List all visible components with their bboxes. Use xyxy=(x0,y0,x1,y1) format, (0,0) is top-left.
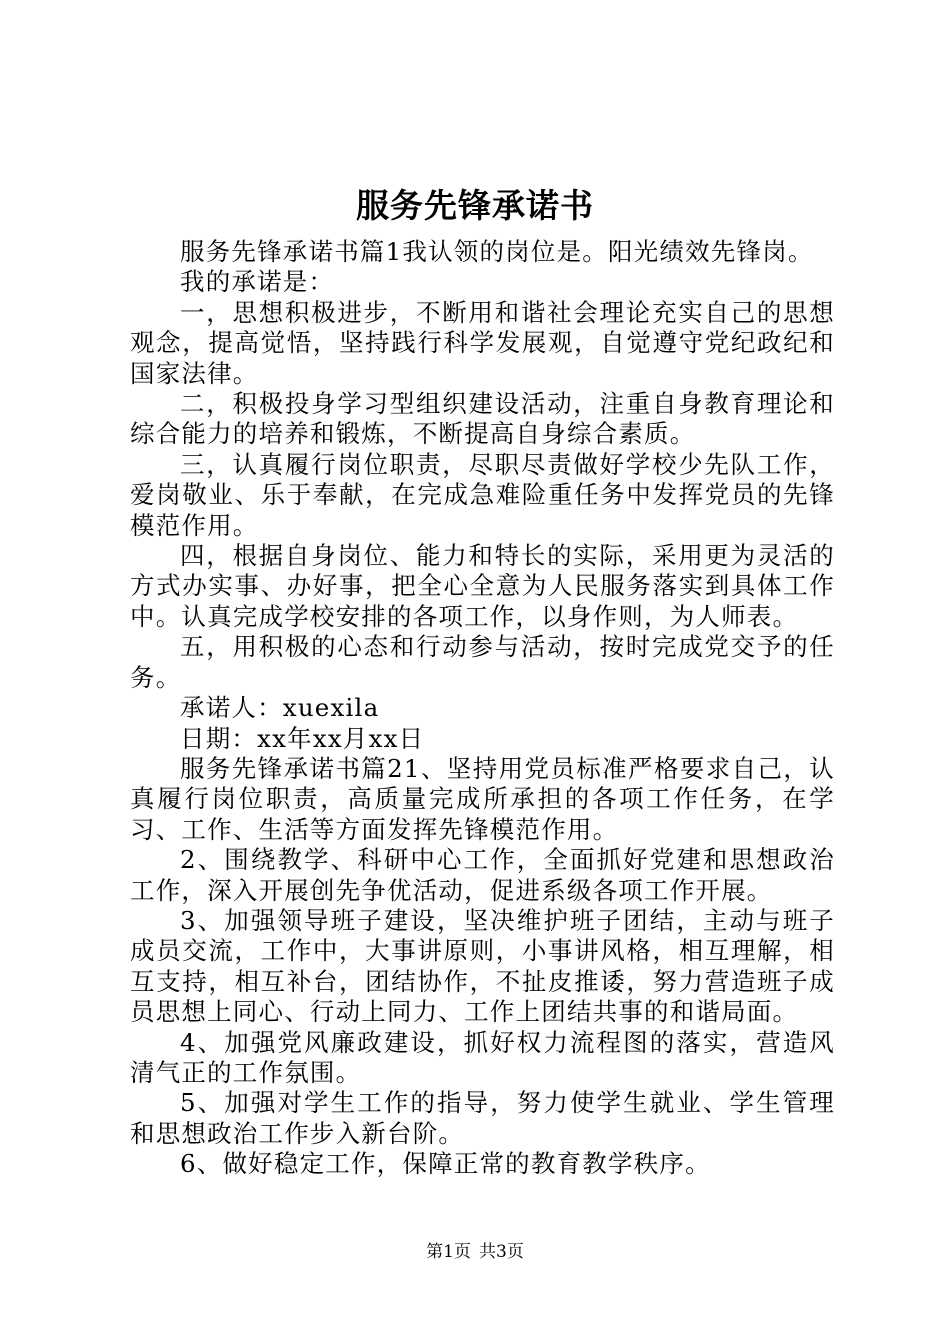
page-number-total: 共3页 xyxy=(479,1242,524,1262)
paragraph-part2-item-5: 5、加强对学生工作的指导，努力使学生就业、学生管理和思想政治工作步入新台阶。 xyxy=(130,1088,835,1148)
paragraph-promise-heading: 我的承诺是： xyxy=(180,267,335,297)
document-title: 服务先锋承诺书 xyxy=(356,186,594,225)
promiser-line: 承诺人：xuexila xyxy=(180,693,380,723)
paragraph-part2-item-1: 服务先锋承诺书篇21、坚持用党员标准严格要求自己，认真履行岗位职责，高质量完成所承担的各项工作任务，在学习、工作、生活等方面发挥先锋模范作用。 xyxy=(130,753,835,844)
paragraph-part2-item-3: 3、加强领导班子建设，坚决维护班子团结，主动与班子成员交流，工作中，大事讲原则，小事讲风格，相互理解，相互支持，相互补台，团结协作，不扯皮推诿，努力营造班子成员思想上同心、行动上同力、工作上团结共事的和谐局面。 xyxy=(130,905,835,1027)
paragraph-item-2: 二，积极投身学习型组织建设活动，注重自身教育理论和综合能力的培养和锻炼，不断提高自身综合素质。 xyxy=(130,389,835,449)
paragraph-intro: 服务先锋承诺书篇1我认领的岗位是。阳光绩效先锋岗。 xyxy=(180,237,814,266)
paragraph-item-1: 一，思想积极进步，不断用和谐社会理论充实自己的思想观念，提高觉悟，坚持践行科学发展观，自觉遵守党纪政纪和国家法律。 xyxy=(130,297,835,388)
paragraph-part2-item-6: 6、做好稳定工作，保障正常的教育教学秩序。 xyxy=(180,1149,711,1179)
paragraph-part2-item-2: 2、围绕教学、科研中心工作，全面抓好党建和思想政治工作，深入开展创先争优活动，促进系级各项工作开展。 xyxy=(130,845,835,905)
paragraph-item-3: 三，认真履行岗位职责，尽职尽责做好学校少先队工作，爱岗敬业、乐于奉献，在完成急难险重任务中发挥党员的先锋模范作用。 xyxy=(130,449,835,540)
paragraph-part2-item-4: 4、加强党风廉政建设，抓好权力流程图的落实，营造风清气正的工作氛围。 xyxy=(130,1027,835,1087)
date-line: 日期：xx年xx月xx日 xyxy=(180,723,425,753)
paragraph-item-5: 五，用积极的心态和行动参与活动，按时完成党交予的任务。 xyxy=(130,632,835,692)
paragraph-item-4: 四，根据自身岗位、能力和特长的实际，采用更为灵活的方式办实事、办好事，把全心全意为人民服务落实到具体工作中。认真完成学校安排的各项工作，以身作则，为人师表。 xyxy=(130,541,835,631)
page-footer xyxy=(0,1240,950,1264)
page-number-current: 第1页 xyxy=(426,1242,471,1262)
document-body xyxy=(130,237,835,1180)
